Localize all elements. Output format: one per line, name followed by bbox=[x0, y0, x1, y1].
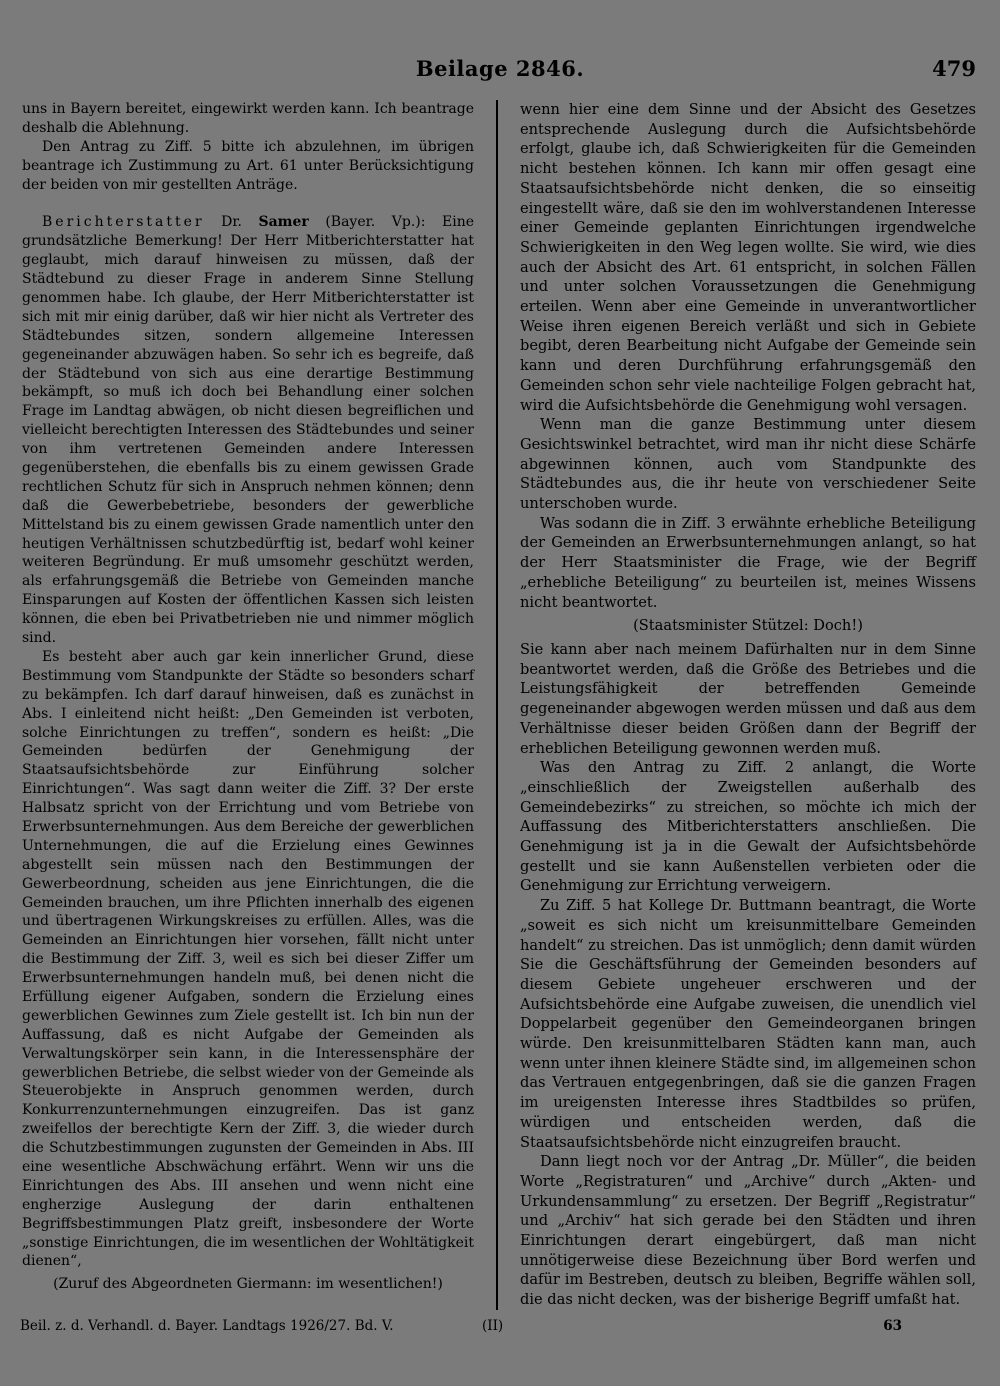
footer-source: Beil. z. d. Verhandl. d. Bayer. Landtags 1926/27. Bd. V. bbox=[20, 1318, 394, 1334]
paragraph: Was den Antrag zu Ziff. 2 anlangt, die Worte „einschließlich der Zweigstellen außerhalb des Gemeindebezirks“ zu streichen, so möchte ich mich der Auffassung des Mitberichterstatters anschließen. Die Genehmigung ist ja in die Gewalt der Aufsichtsbehörde gestellt und sie kann Außenstellen verbieten oder die Genehmigung zur Errichtung verweigern. bbox=[520, 759, 976, 895]
column-divider bbox=[496, 100, 498, 1310]
paragraph: Wenn man die ganze Bestimmung unter diesem Gesichtswinkel betrachtet, wird man ihr nicht diese Schärfe abgewinnen können, auch vom Standpunkte des Städtebundes aus, die ihr heute von verschiedener Seite unterschoben wurde. bbox=[520, 416, 976, 513]
speaker-name: Samer bbox=[258, 214, 309, 231]
speaker-text: (Bayer. Vp.): Eine grundsätzliche Bemerkung! Der Herr Mitberichterstatter hat geglaubt, mich darauf hinweisen zu müssen, daß der Städtebund zu dieser Frage in anderem Sinne Stellung genommen habe. Ich glaube, der Herr Mitberichterstatter ist sich mit mir einig darüber, daß wir hier nicht als Vertreter des Städtebundes sitzen, sondern allgemeine Interessen gegeneinander abzuwägen haben. So sehr ich es begreife, daß der Städtebund von sich aus eine derartige Bestimmung bekämpft, so muß ich doch bei Behandlung einer solchen Frage im Landtag abwägen, ob nicht diesen begreiflichen und vielleicht berechtigten Interessen des Städtebundes und seiner von ihm vertretenen Gemeinden andere Interessen gegenüberstehen, die ebenfalls bis zu einem gewissen Grade rechtlichen Schutz für sich in Anspruch nehmen können; denn daß die Gewerbebetriebe, besonders der gewerbliche Mittelstand bis zu einem gewissen Grade namentlich unter den heutigen Verhältnissen schutzbedürftig ist, bedarf wohl keiner weiteren Begründung. Er muß umsomehr geschützt werden, als erfahrungsgemäß die Betriebe von Gemeinden manche Einsparungen auf Kosten der öffentlichen Kassen sich leisten können, die eben bei Privatbetrieben nie und nimmer möglich sind. bbox=[22, 214, 474, 647]
paragraph: Den Antrag zu Ziff. 5 bitte ich abzulehnen, im übrigen beantrage ich Zustimmung zu Art. 61 unter Berücksichtigung der beiden von mir gestellten Anträge. bbox=[22, 138, 474, 193]
interjection: (Staatsminister Stützel: Doch!) bbox=[633, 617, 863, 635]
speaker-title: Dr. bbox=[204, 214, 259, 231]
speaker-role: Berichterstatter bbox=[42, 214, 205, 231]
footer-sheet-number: 63 bbox=[883, 1318, 902, 1334]
page-footer bbox=[20, 1318, 980, 1340]
right-column bbox=[520, 100, 976, 1310]
paragraph: uns in Bayern bereitet, eingewirkt werden kann. Ich beantrage deshalb die Ablehnung. bbox=[22, 101, 474, 136]
paragraph: Dann liegt noch vor der Antrag „Dr. Müller“, die beiden Worte „Registraturen“ und „Archive“ durch „Akten- und Urkundensammlung“ zu ersetzen. Der Begriff „Registratur“ und „Archiv“ hat sich gerade bei den Städten und ihren Einrichtungen derart eingebürgert, daß man nicht unnötigerweise diese Bezeichnung über Bord werfen und dafür im Bestreben, deutsch zu bleiben, Begriffe wählen soll, die das nicht decken, was der bisherige Begriff umfaßt hat. bbox=[520, 1153, 976, 1309]
interjection: (Zuruf des Abgeordneten Giermann: im wesentlichen!) bbox=[53, 1276, 443, 1293]
page-header bbox=[20, 50, 980, 84]
page-number: 479 bbox=[932, 56, 976, 81]
footer-signature: (II) bbox=[482, 1318, 504, 1334]
left-column bbox=[22, 100, 474, 1298]
paragraph: wenn hier eine dem Sinne und der Absicht des Gesetzes entsprechende Auslegung durch die Aufsichtsbehörde erfolgt, glaube ich, daß Schwierigkeiten für die Gemeinden nicht bestehen können. Ich kann mir offen gesagt eine Staatsaufsichtsbehörde nicht denken, die so einseitig eingestellt wäre, daß sie den im wohlverstandenen Interesse einer Gemeinde geplanten Einrichtungen irgendwelche Schwierigkeiten in den Weg legen wollte. Sie wird, wie dies auch der Absicht des Art. 61 entspricht, in solchen Fällen und unter solchen Voraussetzungen die Genehmigung erteilen. Wenn aber eine Gemeinde in unverantwortlicher Weise ihren eigenen Bereich verläßt und sich in Gebiete begibt, deren Bearbeitung nicht Aufgabe der Gemeinde sein kann und deren Durchführung erfahrungsgemäß den Gemeinden schon sehr viele nachteilige Folgen gebracht hat, wird die Aufsichtsbehörde die Genehmigung wohl versagen. bbox=[520, 101, 976, 414]
speaker-paragraph bbox=[22, 213, 474, 647]
paragraph: Zu Ziff. 5 hat Kollege Dr. Buttmann beantragt, die Worte „soweit es sich nicht um kreisunmittelbare Gemeinden handelt“ zu streichen. Das ist unmöglich; denn damit würden Sie die Geschäftsführung der Gemeinden besonders auf diesem Gebiete ungeheuer erschweren und der Aufsichtsbehörde eine Aufgabe zuweisen, die unendlich viel Doppelarbeit gegenüber den Gemeindeorganen bringen würde. Den kreisunmittelbaren Städten kann man, auch wenn unter ihnen kleinere Städte sind, im allgemeinen schon das Vertrauen entgegenbringen, daß sie die ganzen Fragen im ureigensten Interesse ihres Stadtbildes so prüfen, würdigen und entscheiden werden, daß die Staatsaufsichtsbehörde nicht einzugreifen braucht. bbox=[520, 897, 976, 1151]
paragraph: Es besteht aber auch gar kein innerlicher Grund, diese Bestimmung vom Standpunkte der Städte so besonders scharf zu bekämpfen. Ich darf darauf hinweisen, daß es zunächst in Abs. I einleitend nicht heißt: „Den Gemeinden ist verboten, solche Einrichtungen zu treffen“, sondern es heißt: „Die Gemeinden bedürfen der Genehmigung der Staatsaufsichtsbehörde zur Einführung solcher Einrichtungen“. Was sagt dann weiter die Ziff. 3? Der erste Halbsatz spricht von der Errichtung und vom Betriebe von Erwerbsunternehmungen. Aus dem Bereiche der gewerblichen Unternehmungen, die auf die Erzielung eines Gewinnes abgestellt sein müssen nach den Bestimmungen der Gewerbeordnung, scheiden aus jene Einrichtungen, die die Gemeinden brauchen, um ihre Pflichten innerhalb des eigenen und übertragenen Wirkungskreises zu erfüllen. Alles, was die Gemeinden an Einrichtungen hier vorsehen, fällt nicht unter die Bestimmung der Ziff. 3, weil es sich bei dieser Ziffer um Erwerbsunternehmungen handeln muß, bei denen nicht die Erfüllung eigener Aufgaben, sondern die Erzielung eines gewerblichen Gewinnes zum Ziele gestellt ist. Ich bin nun der Auffassung, daß es nicht Aufgabe der Gemeinden als Verwaltungskörper sein kann, in die Interessensphäre der gewerblichen Betriebe, die selbst wieder von der Gemeinde als Steuerobjekte in Anspruch genommen werden, durch Konkurrenzunternehmungen einzugreifen. Das ist ganz zweifellos der berechtigte Kern der Ziff. 3, die wieder durch die Schutzbestimmungen zugunsten der Gemeinden in Abs. III eine wesentliche Abschwächung erfährt. Wenn wir uns die Einrichtungen des Abs. III ansehen und wenn nicht eine engherzige Auslegung der darin enthaltenen Begriffsbestimmungen Platz greift, insbesondere der Worte „sonstige Einrichtungen, die im wesentlichen der Wohltätigkeit dienen“, bbox=[22, 648, 474, 1270]
page-title: Beilage 2846. bbox=[415, 56, 585, 81]
paragraph: Was sodann die in Ziff. 3 erwähnte erhebliche Beteiligung der Gemeinden an Erwerbsunternehmungen anlangt, so hat der Herr Staatsminister die Frage, wie der Begriff „erhebliche Beteiligung“ zu beurteilen ist, meines Wissens nicht beantwortet. bbox=[520, 514, 976, 611]
paragraph: Sie kann aber nach meinem Dafürhalten nur in dem Sinne beantwortet werden, daß die Größe des Betriebes und die Leistungsfähigkeit der betreffenden Gemeinde gegeneinander abgewogen werden müssen und daß aus dem Verhältnisse dieser beiden Größen dann der Begriff der erheblichen Beteiligung gewonnen werden muß. bbox=[520, 640, 976, 757]
